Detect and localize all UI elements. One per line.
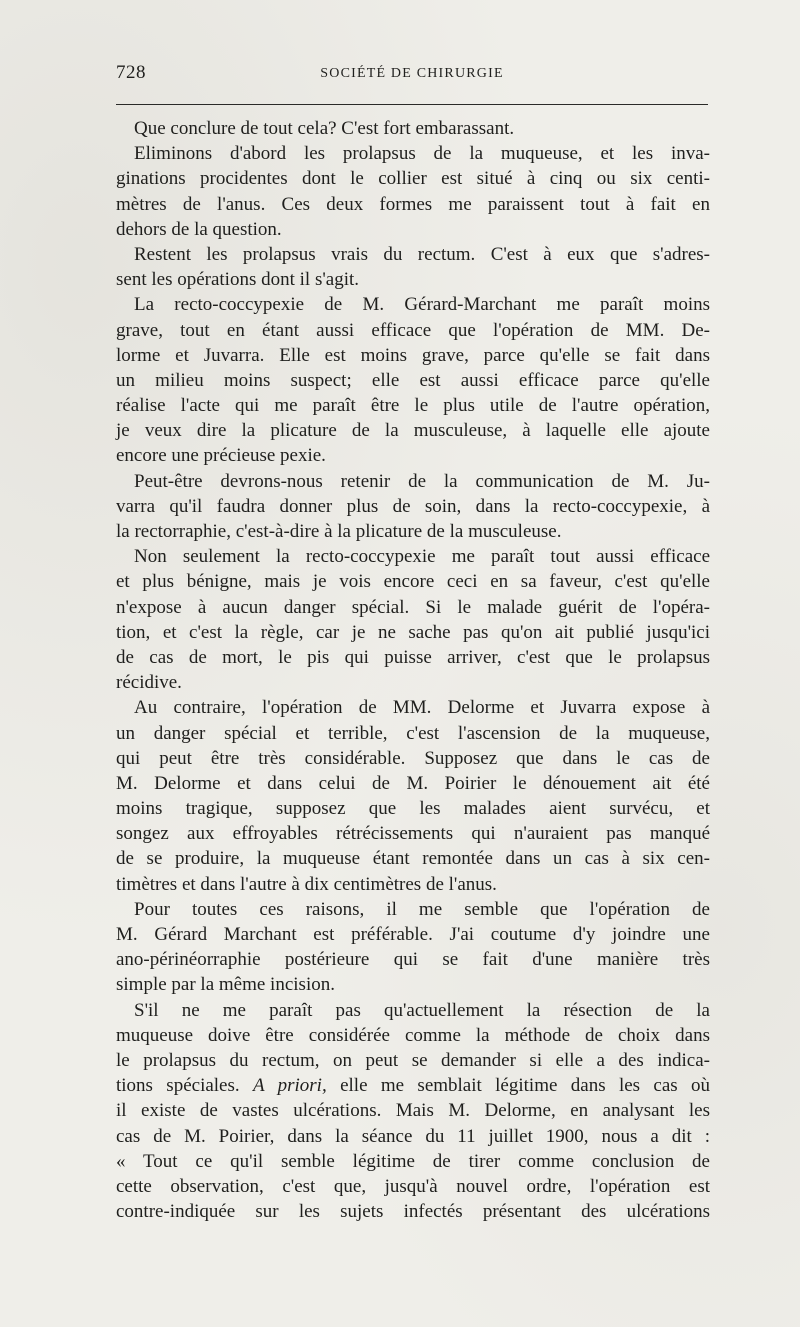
text-line: mètres de l'anus. Ces deux formes me paraissent tout à fait en xyxy=(116,193,710,215)
text-line: un milieu moins suspect; elle est aussi efficace parce qu'elle xyxy=(116,369,710,391)
text-line: je veux dire la plicature de la musculeuse, à laquelle elle ajoute xyxy=(116,420,710,442)
text-line: Que conclure de tout cela? C'est fort embarassant. xyxy=(134,118,515,139)
text-line: grave, tout en étant aussi efficace que l'opération de MM. De- xyxy=(116,319,710,341)
text-line: le prolapsus du rectum, on peut se demander si elle a des indica- xyxy=(116,1049,710,1071)
text-line: ginations procidentes dont le collier est situé à cinq ou six centi- xyxy=(116,168,710,190)
text-line: lorme et Juvarra. Elle est moins grave, parce qu'elle se fait dans xyxy=(116,344,710,366)
text-line: Au contraire, l'opération de MM. Delorme et Juvarra expose à xyxy=(134,697,710,719)
text-line: Peut-être devrons-nous retenir de la communication de M. Ju- xyxy=(134,470,710,492)
text-segment: tions spéciales. xyxy=(116,1075,240,1097)
text-line: qui peut être très considérable. Supposez que dans le cas de xyxy=(116,747,710,769)
text-line-mixed xyxy=(116,1073,710,1098)
text-line: de se produire, la muqueuse étant remontée dans un cas à six cen- xyxy=(116,848,710,870)
text-line: un danger spécial et terrible, c'est l'ascension de la muqueuse, xyxy=(116,722,710,744)
text-line: moins tragique, supposez que les malades aient survécu, et xyxy=(116,798,710,820)
text-segment: elle me semblait légitime dans les cas où xyxy=(340,1075,711,1097)
text-line: contre-indiquée sur les sujets infectés présentant des ulcérations xyxy=(116,1201,710,1223)
text-line: dehors de la question. xyxy=(116,218,282,240)
text-line: n'expose à aucun danger spécial. Si le malade guérit de l'opéra- xyxy=(116,596,710,618)
text-line: de cas de mort, le pis qui puisse arriver, c'est que le prolapsus xyxy=(116,646,710,668)
text-line: La recto-coccypexie de M. Gérard-Marchant me paraît moins xyxy=(134,294,710,316)
text-line: varra qu'il faudra donner plus de soin, dans la recto-coccypexie, à xyxy=(116,495,710,517)
text-line: sent les opérations dont il s'agit. xyxy=(116,269,360,291)
text-line: récidive. xyxy=(116,672,182,694)
text-line: Non seulement la recto-coccypexie me paraît tout aussi efficace xyxy=(134,546,710,568)
text-line: timètres et dans l'autre à dix centimètres de l'anus. xyxy=(116,873,497,895)
text-line: S'il ne me paraît pas qu'actuellement la résection de la xyxy=(134,999,710,1021)
running-title: SOCIÉTÉ DE CHIRURGIE xyxy=(320,66,504,81)
text-line: Eliminons d'abord les prolapsus de la muqueuse, et les inva- xyxy=(134,143,710,165)
text-line: tion, et c'est la règle, car je ne sache pas qu'on ait publié jusqu'ici xyxy=(116,621,710,643)
text-line: muqueuse doive être considérée comme la méthode de choix dans xyxy=(116,1024,710,1046)
text-line: la rectorraphie, c'est-à-dire à la plicature de la musculeuse. xyxy=(116,521,562,542)
text-line: M. Delorme et dans celui de M. Poirier le dénouement ait été xyxy=(116,772,710,794)
text-line: réalise l'acte qui me paraît être le plus utile de l'autre opération, xyxy=(116,395,710,417)
text-line: cas de M. Poirier, dans la séance du 11 juillet 1900, nous a dit : xyxy=(116,1125,710,1147)
text-line: songez aux effroyables rétrécissements qui n'auraient pas manqué xyxy=(116,823,710,845)
text-line: « Tout ce qu'il semble légitime de tirer comme conclusion de xyxy=(116,1150,710,1172)
text-line: cette observation, c'est que, jusqu'à nouvel ordre, l'opération est xyxy=(116,1175,710,1197)
header-rule xyxy=(116,104,708,105)
text-line: Restent les prolapsus vrais du rectum. C'est à eux que s'adres- xyxy=(134,243,710,265)
italic-phrase: A priori, xyxy=(253,1075,327,1097)
text-line: Pour toutes ces raisons, il me semble que l'opération de xyxy=(134,898,710,920)
text-line: ano-périnéorraphie postérieure qui se fait d'une manière très xyxy=(116,949,710,971)
body-text xyxy=(116,116,710,1224)
text-line: encore une précieuse pexie. xyxy=(116,445,326,467)
page-header xyxy=(116,62,708,92)
text-line: simple par la même incision. xyxy=(116,974,335,996)
text-line: et plus bénigne, mais je vois encore ceci en sa faveur, c'est qu'elle xyxy=(116,571,710,593)
page-number: 728 xyxy=(116,62,146,83)
text-line: il existe de vastes ulcérations. Mais M. Delorme, en analysant les xyxy=(116,1100,710,1122)
text-line: M. Gérard Marchant est préférable. J'ai coutume d'y joindre une xyxy=(116,924,710,945)
